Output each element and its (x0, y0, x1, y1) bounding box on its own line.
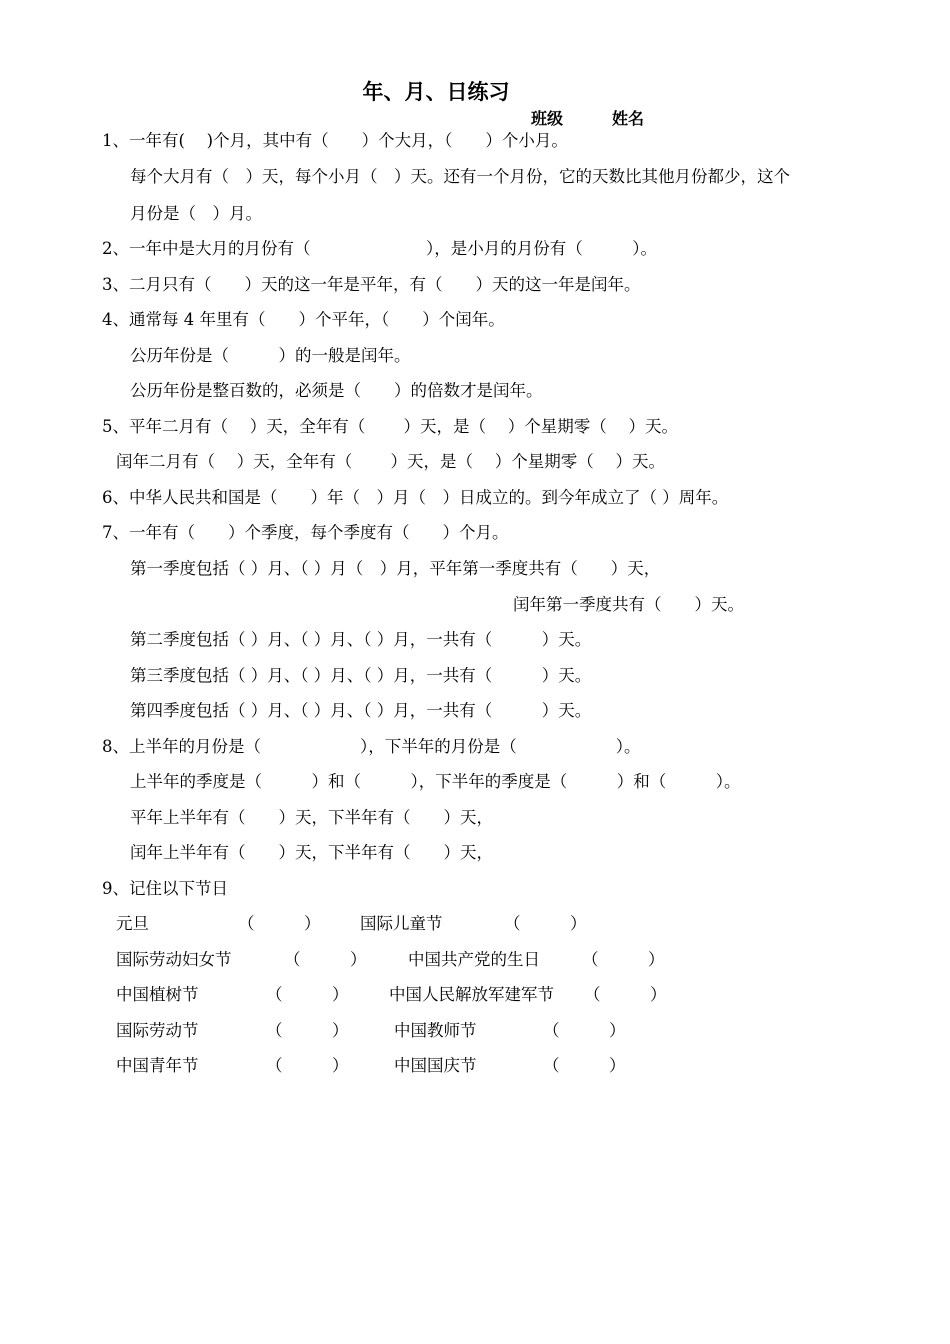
festival-blank: （ ） (582, 950, 665, 969)
festival-name: 中国教师节 (394, 1021, 477, 1040)
question-8-line-2: 上半年的季度是（ ）和（ ），下半年的季度是（ ）和（ ）。 (130, 772, 741, 791)
question-8-line-3: 平年上半年有（ ）天，下半年有（ ）天， (130, 808, 493, 827)
festival-name: 中国人民解放军建军节 (389, 985, 554, 1004)
question-7-q1-leap: 闰年第一季度共有（ ）天。 (513, 595, 744, 614)
question-1-line-3: 月份是（ ）月。 (130, 204, 262, 223)
class-label: 班级 (531, 109, 564, 128)
question-7-q2: 第二季度包括（ ）月、（ ）月、（ ）月，一共有（ ）天。 (130, 630, 592, 649)
question-5-line-2: 闰年二月有（ ）天，全年有（ ）天，是（ ）个星期零（ ）天。 (116, 452, 665, 471)
question-6: 6、中华人民共和国是（ ）年（ ）月（ ）日成立的。到今年成立了（ ）周年。 (102, 488, 729, 507)
question-5: 5、平年二月有（ ）天，全年有（ ）天，是（ ）个星期零（ ）天。 (102, 417, 678, 436)
festival-name: 国际劳动节 (116, 1021, 199, 1040)
question-8-line-4: 闰年上半年有（ ）天，下半年有（ ）天， (130, 843, 493, 862)
question-4: 4、通常每 4 年里有（ ）个平年，（ ）个闰年。 (102, 310, 505, 329)
question-3: 3、二月只有（ ）天的这一年是平年，有（ ）天的这一年是闰年。 (102, 275, 641, 294)
festival-name: 国际劳动妇女节 (116, 950, 232, 969)
question-8: 8、上半年的月份是（ ），下半年的月份是（ ）。 (102, 737, 641, 756)
question-4-line-3: 公历年份是整百数的，必须是（ ）的倍数才是闰年。 (130, 381, 543, 400)
festival-name: 中国共产党的生日 (408, 950, 540, 969)
name-label: 姓名 (612, 109, 645, 128)
festival-name: 国际儿童节 (360, 914, 443, 933)
festival-blank: （ ） (266, 1021, 349, 1040)
festival-blank: （ ） (504, 914, 587, 933)
festival-name: 元旦 (116, 914, 149, 933)
festival-blank: （ ） (543, 1021, 626, 1040)
festival-name: 中国植树节 (116, 985, 199, 1004)
festival-blank: （ ） (266, 985, 349, 1004)
question-7-q3: 第三季度包括（ ）月、（ ）月、（ ）月，一共有（ ）天。 (130, 666, 592, 685)
question-1-line-2: 每个大月有（ ）天，每个小月（ ）天。还有一个月份，它的天数比其他月份都少，这个 (130, 167, 790, 186)
festival-blank: （ ） (284, 950, 367, 969)
question-7-q1: 第一季度包括（ ）月、（ ）月（ ）月，平年第一季度共有（ ）天， (130, 559, 661, 578)
festival-blank: （ ） (543, 1056, 626, 1075)
question-4-line-2: 公历年份是（ ）的一般是闰年。 (130, 346, 411, 365)
question-1: 1、一年有( )个月，其中有（ ）个大月，（ ）个小月。 (102, 131, 568, 150)
question-7: 7、一年有（ ）个季度，每个季度有（ ）个月。 (102, 523, 509, 542)
question-7-q4: 第四季度包括（ ）月、（ ）月、（ ）月，一共有（ ）天。 (130, 701, 592, 720)
question-2: 2、一年中是大月的月份有（ ），是小月的月份有（ ）。 (102, 239, 657, 258)
festival-blank: （ ） (238, 914, 321, 933)
festival-name: 中国青年节 (116, 1056, 199, 1075)
festival-blank: （ ） (266, 1056, 349, 1075)
festival-name: 中国国庆节 (394, 1056, 477, 1075)
page-title: 年、月、日练习 (362, 80, 510, 104)
festival-blank: （ ） (584, 985, 667, 1004)
question-9: 9、记住以下节日 (102, 879, 228, 898)
